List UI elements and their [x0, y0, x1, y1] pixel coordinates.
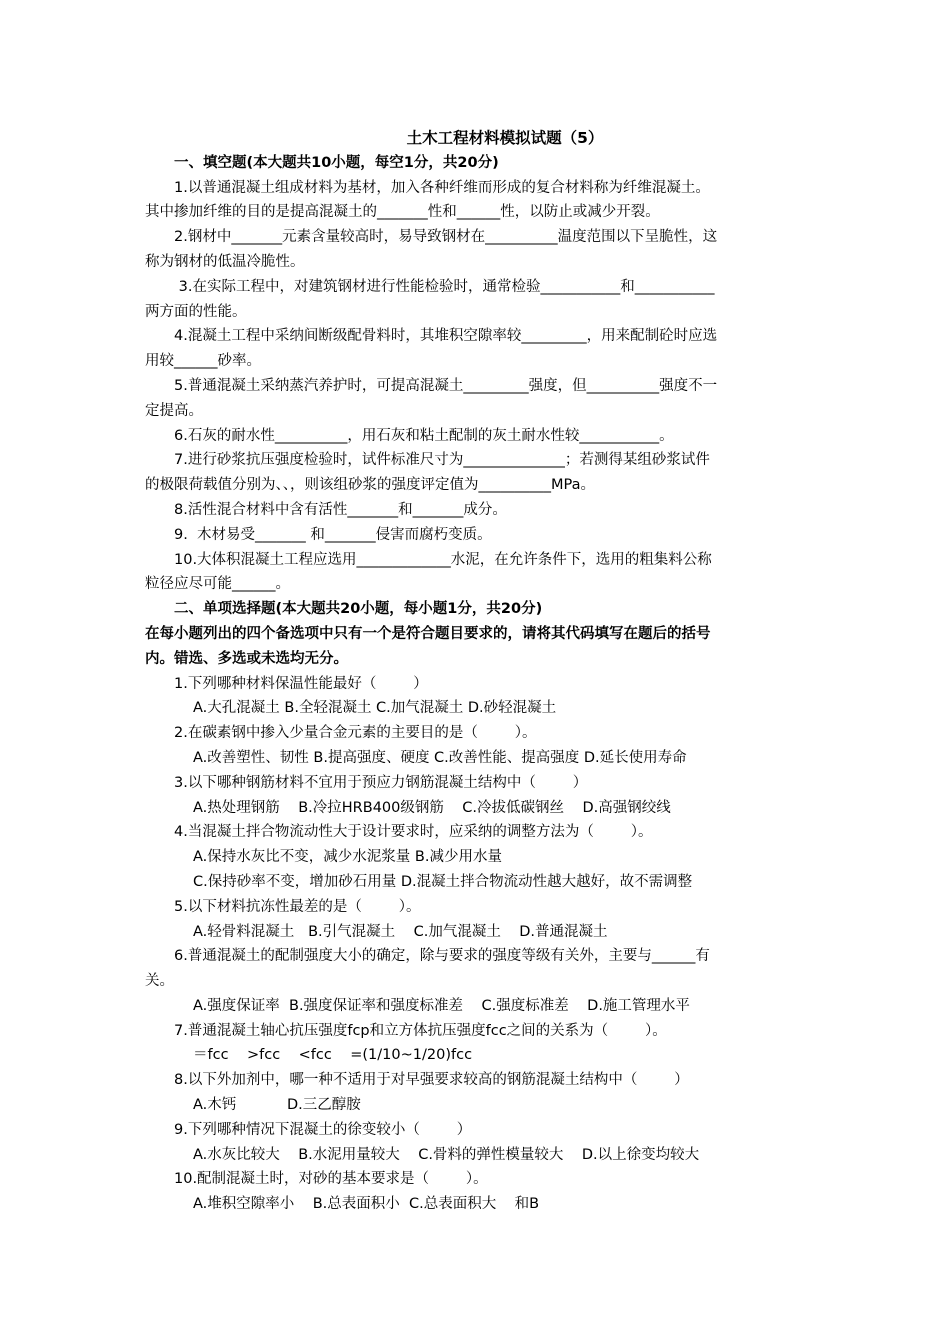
answer-options: A.堆积空隙率小 B.总表面积小 C.总表面积大 和B: [193, 1196, 540, 1213]
question-line: 的极限荷载值分别为、、，则该组砂浆的强度评定值为__________MPa。: [145, 477, 595, 494]
question-line: 定提高。: [145, 402, 203, 419]
page-title: 土木工程材料模拟试题（5）: [406, 129, 604, 147]
question-stem: 1.下列哪种材料保温性能最好（ ）: [174, 675, 428, 692]
choice-question-7: [145, 1019, 809, 1069]
fill-blank-question-3: [145, 275, 809, 325]
question-line: 1.以普通混凝土组成材料为基材，加入各种纤维而形成的复合材料称为纤维混凝土。: [174, 179, 710, 196]
fill-blank-question-7: [145, 448, 809, 498]
choice-question-10: [145, 1167, 809, 1217]
question-stem: 7.普通混凝土轴心抗压强度fcp和立方体抗压强度fcc之间的关系为（ ）。: [174, 1022, 667, 1039]
question-stem: 10.配制混凝土时，对砂的基本要求是（ ）。: [174, 1171, 488, 1188]
answer-options: A.保持水灰比不变，减少水泥浆量 B.减少用水量: [193, 849, 502, 866]
document-content: [145, 126, 809, 1217]
question-line: 9. 木材易受_______ 和_______侵害而腐朽变质。: [174, 526, 492, 543]
question-line: 称为钢材的低温冷脆性。: [145, 253, 305, 270]
section-header-single-choice: 二、单项选择题(本大题共20小题，每小题1分，共20分): [174, 601, 543, 618]
choice-question-4: [145, 820, 809, 894]
fill-blank-question-8: [145, 498, 809, 523]
question-stem: 关。: [145, 973, 174, 990]
question-line: 6.石灰的耐水性__________，用石灰和粘土配制的灰土耐水性较___________。: [174, 427, 674, 444]
question-line: 用较______砂率。: [145, 353, 261, 370]
fill-blank-question-6: [145, 424, 809, 449]
fill-blank-question-2: [145, 225, 809, 275]
question-line: 两方面的性能。: [145, 303, 247, 320]
answer-options: A.水灰比较大 B.水泥用量较大 C.骨料的弹性模量较大 D.以上徐变均较大: [193, 1146, 700, 1163]
question-stem: 8.以下外加剂中，哪一种不适用于对早强要求较高的钢筋混凝土结构中（ ）: [174, 1072, 689, 1089]
fill-blank-question-5: [145, 374, 809, 424]
question-line: 5.普通混凝土采纳蒸汽养护时，可提高混凝土_________强度，但__________强度不一: [174, 377, 718, 394]
question-stem: 4.当混凝土拌合物流动性大于设计要求时，应采纳的调整方法为（ ）。: [174, 824, 653, 841]
answer-options: A.木钙 D.三乙醇胺: [193, 1097, 361, 1114]
answer-options: A.轻骨料混凝土 B.引气混凝土 C.加气混凝土 D.普通混凝土: [193, 923, 608, 940]
answer-options: A.改善塑性、韧性 B.提高强度、硬度 C.改善性能、提高强度 D.延长使用寿命: [193, 749, 687, 766]
question-stem: 9.下列哪种情况下混凝土的徐变较小（ ）: [174, 1121, 472, 1138]
question-line: 3.在实际工程中，对建筑钢材进行性能检验时，通常检验___________和___________: [174, 278, 715, 295]
choice-question-3: [145, 771, 809, 821]
question-line: 2.钢材中_______元素含量较高时，易导致钢材在__________温度范围以下呈脆性，这: [174, 229, 718, 246]
answer-options: A.强度保证率 B.强度保证率和强度标准差 C.强度标准差 D.施工管理水平: [193, 997, 690, 1014]
answer-options: ＝fcc >fcc <fcc =(1/10~1/20)fcc: [193, 1047, 473, 1064]
choice-question-1: [145, 672, 809, 722]
choice-question-5: [145, 895, 809, 945]
section-instructions: 内。错选、多选或未选均无分。: [145, 650, 348, 667]
question-line: 4.混凝土工程中采纳间断级配骨料时，其堆积空隙率较_________，用来配制砼时应选: [174, 328, 718, 345]
fill-blank-question-9: [145, 523, 809, 548]
question-stem: 6.普通混凝土的配制强度大小的确定，除与要求的强度等级有关外，主要与______有: [174, 948, 710, 965]
answer-options: A.热处理钢筋 B.冷拉HRB400级钢筋 C.冷拔低碳钢丝 D.高强钢绞线: [193, 799, 671, 816]
choice-question-6: [145, 944, 809, 1018]
question-line: 8.活性混合材料中含有活性_______和_______成分。: [174, 501, 507, 518]
question-line: 粒径应尽可能______。: [145, 576, 290, 593]
answer-options: C.保持砂率不变，增加砂石用量 D.混凝土拌合物流动性越大越好，故不需调整: [193, 873, 693, 890]
fill-blank-question-1: [145, 176, 809, 226]
section-header-fill-blank: 一、填空题(本大题共10小题，每空1分，共20分): [174, 154, 499, 171]
fill-blank-question-10: [145, 548, 809, 598]
question-line: 7.进行砂浆抗压强度检验时，试件标准尺寸为______________；若测得某组砂浆试件: [174, 452, 710, 469]
question-stem: 3.以下哪种钢筋材料不宜用于预应力钢筋混凝土结构中（ ）: [174, 774, 588, 791]
choice-question-9: [145, 1118, 809, 1168]
choice-question-2: [145, 721, 809, 771]
question-line: 10.大体积混凝土工程应选用_____________水泥，在允许条件下，选用的粗集料公称: [174, 551, 712, 568]
question-stem: 5.以下材料抗冻性最差的是（ ）。: [174, 898, 421, 915]
fill-blank-question-4: [145, 324, 809, 374]
question-stem: 2.在碳素钢中掺入少量合金元素的主要目的是（ ）。: [174, 725, 537, 742]
section-instructions: 在每小题列出的四个备选项中只有一个是符合题目要求的，请将其代码填写在题后的括号: [145, 625, 711, 642]
answer-options: A.大孔混凝土 B.全轻混凝土 C.加气混凝土 D.砂轻混凝土: [193, 700, 557, 717]
choice-question-8: [145, 1068, 809, 1118]
question-line: 其中掺加纤维的目的是提高混凝土的_______性和______性，以防止或减少开裂。: [145, 204, 660, 221]
